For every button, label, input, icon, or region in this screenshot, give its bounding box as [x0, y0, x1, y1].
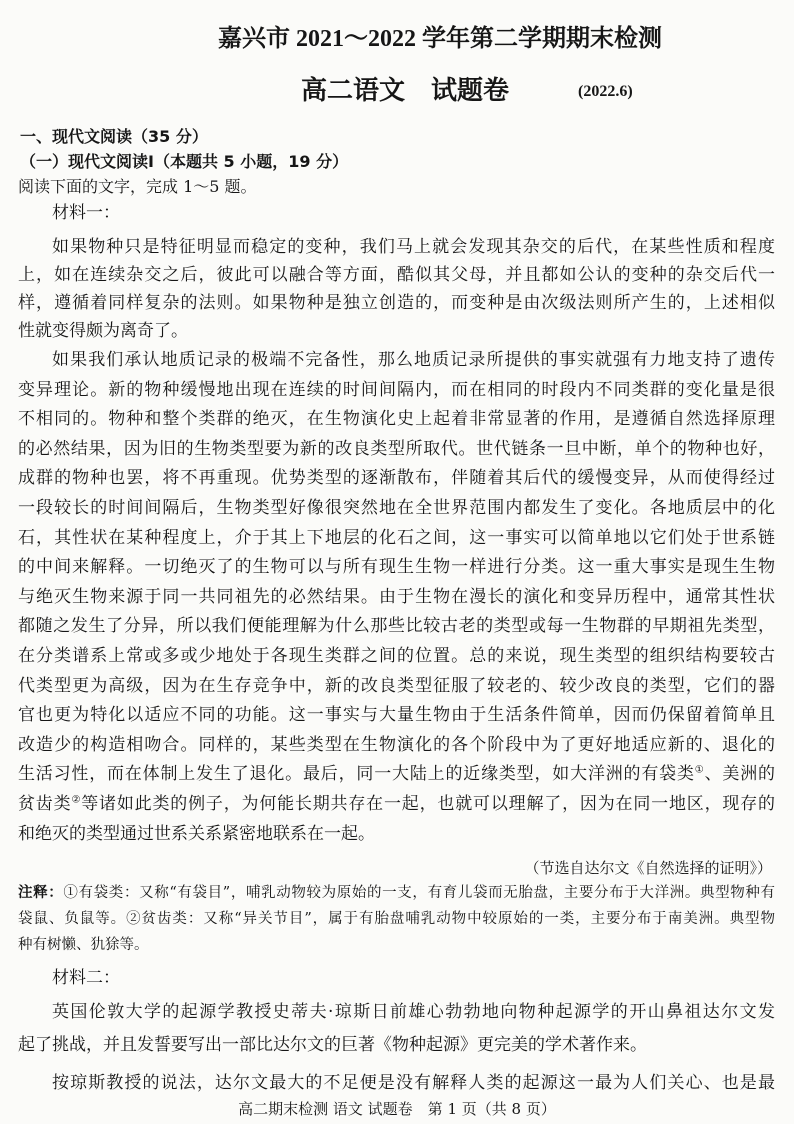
material-two-paragraph-1 [18, 996, 775, 1062]
paragraph-line: 石，其性状在某种程度上，介于其上下地层的化石之间，这一事实可以简单地以它们处于世系链 [18, 527, 775, 548]
material-two-paragraph-2 [18, 1067, 775, 1099]
paragraph-line: 成群的物种也罢，将不再重现。优势类型的逐渐散布，伴随着其后代的缓慢变异，从而使得经过 [18, 468, 775, 489]
paragraph-line: 英国伦敦大学的起源学教授史蒂夫·琼斯日前雄心勃勃地向物种起源学的开山鼻祖达尔文发 [52, 1002, 775, 1022]
note-text: ①有袋类：又称“有袋目”，哺乳动物较为原始的一支，有育儿袋而无胎盘，主要分布于大洋洲。典型物种有 [63, 885, 775, 901]
paragraph-line: 如果我们承认地质记录的极端不完备性，那么地质记录所提供的事实就强有力地支持了遗传 [52, 350, 775, 370]
paragraph-line: 和绝灭的类型通过世系关系紧密地联系在一起。 [18, 823, 375, 844]
material-two-label: 材料二： [52, 968, 120, 988]
line-text: 等诸如此类的例子，为何能长期共存在一起，也就可以理解了，因为在同一地区，现存的 [81, 793, 776, 814]
material-one-paragraph-1 [18, 233, 775, 345]
reading-instruction: 阅读下面的文字，完成 1～5 题。 [18, 177, 257, 196]
section-subheading: （一）现代文阅读Ⅰ（本题共 5 小题，19 分） [20, 152, 349, 171]
material-one-notes [18, 880, 775, 958]
line-text: 贫齿类 [18, 793, 72, 814]
paragraph-line: 样，遵循着同样复杂的法则。如果物种是独立创造的，而变种是由次级法则所产生的，上述相似 [18, 293, 775, 313]
line-text: 生活习性，而在体制上发生了退化。最后，同一大陆上的近缘类型，如大洋洲的有袋类 [18, 764, 695, 785]
material-one-label: 材料一： [52, 203, 120, 223]
paragraph-line: 一段较长的时间间隔后，生物类型好像很突然地在全世界范围内都发生了变化。各地质层中的化 [18, 497, 775, 518]
paragraph-line: 在分类谱系上常或多或少地处于各现生类群之间的位置。总的来说，现生类型的组织结构要较古 [18, 645, 775, 666]
section-heading: 一、现代文阅读（35 分） [20, 127, 208, 146]
paragraph-line: 都随之发生了分异，所以我们便能理解为什么那些比较古老的类型或每一生物群的早期祖先类型， [18, 616, 775, 637]
paragraph-line: 改造少的构造相吻合。同样的，某些类型在生物演化的各个阶段中为了更好地适应新的、退化的 [18, 734, 775, 755]
paragraph-line: 官也更为特化以适应不同的功能。这一事实与大量生物由于生活条件简单，因而仍保留着简单且 [18, 705, 775, 726]
paragraph-line: 代类型更为高级，因为在生存竞争中，新的改良类型征服了较老的、较少改良的类型，它们的器 [18, 675, 775, 696]
paragraph-line: 按琼斯教授的说法，达尔文最大的不足便是没有解释人类的起源这一最为人们关心、也是最 [52, 1073, 775, 1093]
notes-label: 注释： [18, 884, 64, 901]
footnote-marker-2: ② [71, 794, 82, 806]
paragraph-line: 上，如在连续杂交之后，彼此可以融合等方面，酷似其父母，并且都如公认的变种的杂交后代一 [18, 265, 775, 285]
paragraph-line: 与绝灭生物来源于同一共同祖先的必然结果。由于生物在漫长的演化和变异历程中，通常其性状 [18, 586, 775, 607]
material-one-paragraph-2 [18, 346, 775, 849]
paragraph-line: 不相同的。物种和整个类群的绝灭，在生物演化史上起着非常显著的作用，是遵循自然选择原理 [18, 409, 775, 430]
paragraph-line: 起了挑战，并且发誓要写出一部比达尔文的巨著《物种起源》更完美的学术著作来。 [18, 1035, 647, 1055]
footnote-marker-1: ① [694, 764, 705, 776]
page-footer: 高二期末检测 语文 试题卷 第 1 页（共 8 页） [238, 1100, 556, 1118]
exam-title: 嘉兴市 2021～2022 学年第二学期期末检测 [218, 26, 662, 52]
paragraph-line: 变异理论。新的物种缓慢地出现在连续的时间间隔内，而在相同的时段内不同类群的变化量是很 [18, 379, 775, 400]
line-text: 、美洲的 [704, 764, 776, 785]
paragraph-line: 性就变得颇为离奇了。 [18, 321, 188, 341]
material-one-source: （节选自达尔文《自然选择的证明》） [524, 859, 772, 877]
paragraph-line [18, 790, 775, 820]
paragraph-line: 如果物种只是特征明显而稳定的变种，我们马上就会发现其杂交的后代，在某些性质和程度 [52, 237, 775, 257]
paper-subtitle: 高二语文 试题卷 [300, 76, 509, 105]
note-line [18, 880, 775, 906]
paragraph-line: 的中间来解释。一切绝灭了的生物可以与所有现生生物一样进行分类。这一重大事实是现生生物 [18, 557, 775, 578]
note-line: 袋鼠、负鼠等。②贫齿类：又称“异关节目”，属于有胎盘哺乳动物中较原始的一类，主要分布于南美洲。典型物 [18, 911, 775, 927]
paragraph-line [18, 760, 775, 790]
note-line: 种有树懒、犰狳等。 [18, 937, 149, 953]
exam-date: (2022.6) [578, 83, 633, 100]
paragraph-line: 的必然结果，因为旧的生物类型要为新的改良类型所取代。世代链条一旦中断，单个的物种也好， [18, 438, 775, 459]
